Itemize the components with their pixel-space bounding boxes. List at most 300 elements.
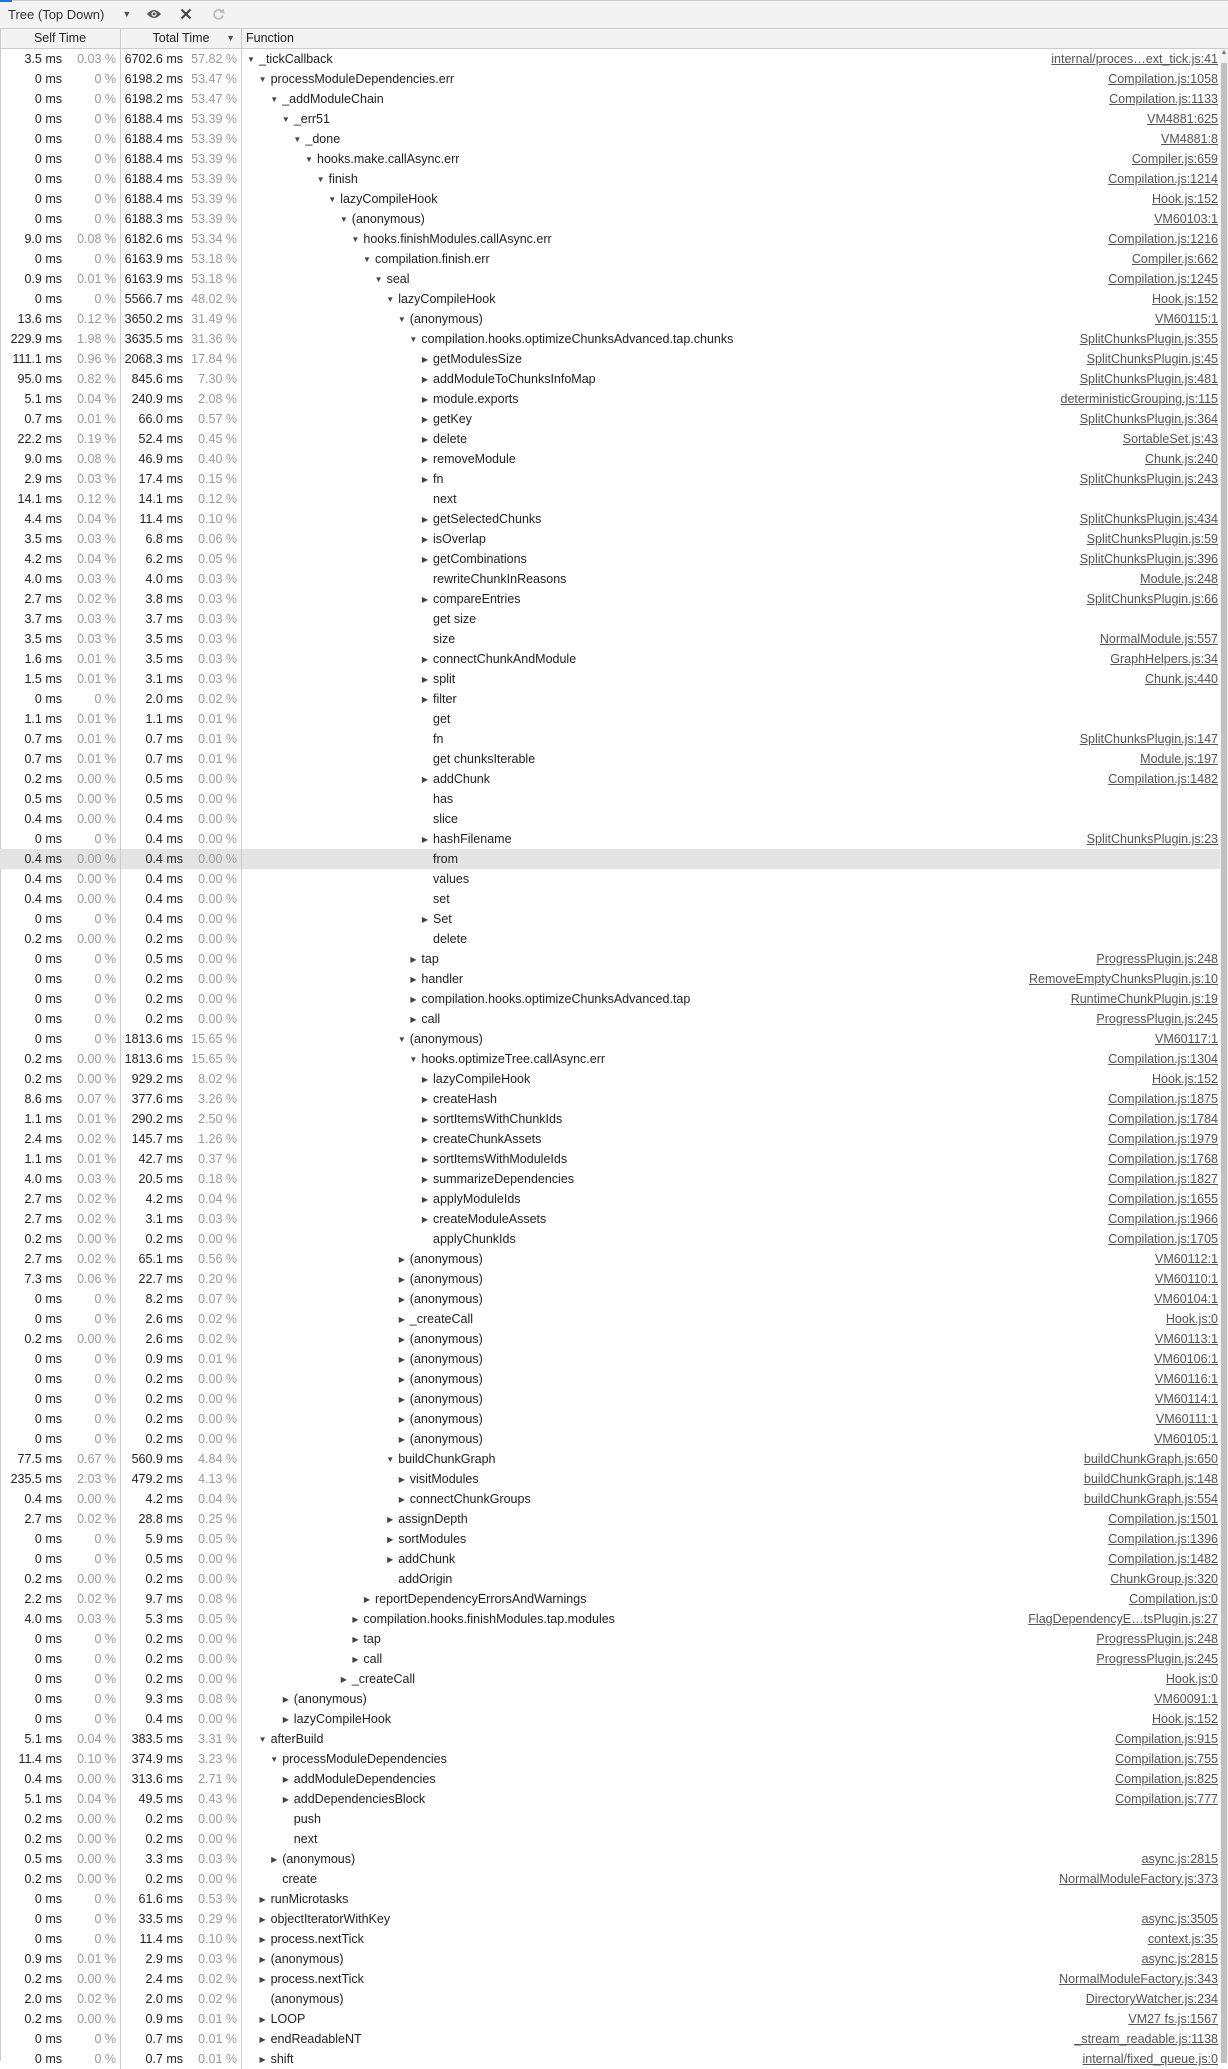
expanded-triangle-icon[interactable]: ▼ — [339, 214, 348, 224]
tree-row[interactable] — [0, 549, 1220, 569]
tree-row[interactable] — [0, 949, 1220, 969]
source-link[interactable]: Compilation.js:777 — [1115, 1792, 1218, 1806]
collapsed-triangle-icon[interactable]: ▶ — [259, 1894, 266, 1904]
tree-row[interactable] — [0, 729, 1220, 749]
tree-row[interactable] — [0, 649, 1220, 669]
expanded-triangle-icon[interactable]: ▼ — [397, 1034, 406, 1044]
collapsed-triangle-icon[interactable]: ▶ — [352, 1654, 359, 1664]
expanded-triangle-icon[interactable]: ▼ — [386, 1454, 395, 1464]
collapsed-triangle-icon[interactable]: ▶ — [421, 674, 429, 684]
tree-row[interactable] — [0, 1729, 1220, 1749]
collapsed-triangle-icon[interactable]: ▶ — [421, 474, 429, 484]
collapsed-triangle-icon[interactable]: ▶ — [398, 1254, 405, 1264]
source-link[interactable]: Chunk.js:240 — [1145, 452, 1218, 466]
source-link[interactable]: Compilation.js:1216 — [1108, 232, 1218, 246]
tree-row[interactable] — [0, 1229, 1220, 1249]
collapsed-triangle-icon[interactable]: ▶ — [398, 1414, 405, 1424]
tree-row[interactable] — [0, 249, 1220, 269]
total-time-percent: 17.84 % — [191, 352, 237, 366]
tree-row[interactable] — [0, 1029, 1220, 1049]
self-time-value: 13.6 ms — [17, 312, 62, 326]
source-link[interactable]: async.js:2815 — [1141, 1952, 1218, 1966]
source-link[interactable]: Compilation.js:1304 — [1108, 1052, 1218, 1066]
tree-row[interactable] — [0, 869, 1220, 889]
collapsed-triangle-icon[interactable]: ▶ — [421, 774, 429, 784]
collapsed-triangle-icon[interactable]: ▶ — [259, 2014, 266, 2024]
collapsed-triangle-icon[interactable]: ▶ — [387, 1514, 394, 1524]
expanded-triangle-icon[interactable]: ▼ — [270, 94, 279, 104]
collapsed-triangle-icon[interactable]: ▶ — [259, 1954, 266, 1964]
tree-row[interactable] — [0, 1329, 1220, 1349]
self-time-cell — [0, 1549, 121, 1569]
collapsed-triangle-icon[interactable]: ▶ — [421, 1094, 429, 1104]
function-cell — [242, 1529, 1220, 1549]
tree-row[interactable] — [0, 1909, 1220, 1929]
source-link[interactable]: Compilation.js:1058 — [1108, 72, 1218, 86]
tree-row[interactable] — [0, 1309, 1220, 1329]
collapsed-triangle-icon[interactable]: ▶ — [421, 534, 429, 544]
tree-row[interactable] — [0, 1349, 1220, 1369]
collapsed-triangle-icon[interactable]: ▶ — [421, 1214, 429, 1224]
collapsed-triangle-icon[interactable]: ▶ — [387, 1554, 394, 1564]
expanded-triangle-icon[interactable]: ▼ — [328, 194, 337, 204]
tree-row[interactable] — [0, 129, 1220, 149]
collapsed-triangle-icon[interactable]: ▶ — [387, 1534, 394, 1544]
tree-row[interactable] — [0, 89, 1220, 109]
collapsed-triangle-icon[interactable]: ▶ — [259, 2054, 266, 2064]
expanded-triangle-icon[interactable]: ▼ — [258, 74, 267, 84]
column-header-self-time[interactable]: Self Time — [0, 29, 121, 48]
source-link[interactable]: Compilation.js:1214 — [1108, 172, 1218, 186]
tree-row[interactable] — [0, 309, 1220, 329]
tree-row[interactable] — [0, 1369, 1220, 1389]
source-link[interactable]: Compilation.js:1482 — [1108, 772, 1218, 786]
tree-row[interactable] — [0, 1789, 1220, 1809]
tree-row[interactable] — [0, 1269, 1220, 1289]
source-link[interactable]: SplitChunksPlugin.js:396 — [1079, 552, 1218, 566]
tree-row[interactable] — [0, 269, 1220, 289]
source-link[interactable]: VM60106:1 — [1154, 1352, 1218, 1366]
tree-row[interactable] — [0, 809, 1220, 829]
tree-row[interactable] — [0, 1209, 1220, 1229]
source-link[interactable]: internal/fixed_queue.js:0 — [1082, 2052, 1218, 2066]
total-time-value: 2.9 ms — [145, 1952, 183, 1966]
source-link[interactable]: SplitChunksPlugin.js:434 — [1079, 512, 1218, 526]
source-link[interactable]: ProgressPlugin.js:245 — [1096, 1012, 1218, 1026]
tree-row[interactable] — [0, 1749, 1220, 1769]
expanded-triangle-icon[interactable]: ▼ — [270, 1754, 279, 1764]
collapsed-triangle-icon[interactable]: ▶ — [340, 1674, 347, 1684]
expanded-triangle-icon[interactable]: ▼ — [247, 54, 255, 64]
function-name: connectChunkGroups — [409, 1492, 531, 1506]
tree-row[interactable] — [0, 1509, 1220, 1529]
tree-row[interactable] — [0, 1689, 1220, 1709]
tree-row[interactable] — [0, 569, 1220, 589]
self-time-value: 1.1 ms — [24, 1112, 62, 1126]
source-link[interactable]: SplitChunksPlugin.js:243 — [1079, 472, 1218, 486]
source-link[interactable]: Module.js:248 — [1140, 572, 1218, 586]
tree-row[interactable] — [0, 1609, 1220, 1629]
tree-row[interactable] — [0, 109, 1220, 129]
tree-row[interactable] — [0, 969, 1220, 989]
collapsed-triangle-icon[interactable]: ▶ — [421, 834, 429, 844]
tree-row[interactable] — [0, 1389, 1220, 1409]
tree-row[interactable] — [0, 889, 1220, 909]
source-link[interactable]: async.js:2815 — [1141, 1852, 1218, 1866]
tree-row[interactable] — [0, 1649, 1220, 1669]
source-link[interactable]: Chunk.js:440 — [1145, 672, 1218, 686]
tree-row[interactable] — [0, 909, 1220, 929]
tree-row[interactable] — [0, 429, 1220, 449]
view-mode-select[interactable] — [8, 7, 131, 22]
collapsed-triangle-icon[interactable]: ▶ — [421, 1174, 429, 1184]
source-link[interactable]: internal/proces…ext_tick.js:41 — [1051, 52, 1218, 66]
tree-row[interactable] — [0, 1129, 1220, 1149]
collapsed-triangle-icon[interactable]: ▶ — [421, 1194, 429, 1204]
source-link[interactable]: Compilation.js:1875 — [1108, 1092, 1218, 1106]
collapsed-triangle-icon[interactable]: ▶ — [421, 1154, 429, 1164]
source-link[interactable]: FlagDependencyE…tsPlugin.js:27 — [1028, 1612, 1218, 1626]
tree-row[interactable] — [0, 1289, 1220, 1309]
close-icon[interactable] — [177, 5, 195, 23]
collapsed-triangle-icon[interactable]: ▶ — [410, 974, 417, 984]
source-link[interactable]: Compilation.js:825 — [1115, 1772, 1218, 1786]
collapsed-triangle-icon[interactable]: ▶ — [421, 354, 429, 364]
source-link[interactable]: NormalModuleFactory.js:343 — [1059, 1972, 1218, 1986]
tree-row[interactable] — [0, 349, 1220, 369]
collapsed-triangle-icon[interactable]: ▶ — [410, 1014, 417, 1024]
tree-row[interactable] — [0, 1169, 1220, 1189]
source-link[interactable]: SplitChunksPlugin.js:66 — [1086, 592, 1218, 606]
source-link[interactable]: Compiler.js:659 — [1131, 152, 1218, 166]
tree-row[interactable] — [0, 1429, 1220, 1449]
tree-row[interactable] — [0, 1889, 1220, 1909]
source-link[interactable]: RuntimeChunkPlugin.js:19 — [1070, 992, 1218, 1006]
source-link[interactable]: Compilation.js:1768 — [1108, 1152, 1218, 1166]
source-link[interactable]: DirectoryWatcher.js:234 — [1085, 1992, 1218, 2006]
source-link[interactable]: VM60110:1 — [1154, 1272, 1218, 1286]
tree-row[interactable] — [0, 929, 1220, 949]
source-link[interactable]: Compilation.js:1396 — [1108, 1532, 1218, 1546]
tree-row[interactable] — [0, 1589, 1220, 1609]
source-link[interactable]: SplitChunksPlugin.js:364 — [1079, 412, 1218, 426]
collapsed-triangle-icon[interactable]: ▶ — [421, 414, 429, 424]
source-link[interactable]: Hook.js:152 — [1151, 1712, 1218, 1726]
column-header-function[interactable]: Function — [246, 31, 294, 45]
collapsed-triangle-icon[interactable]: ▶ — [398, 1394, 405, 1404]
tree-row[interactable] — [0, 169, 1220, 189]
function-cell — [242, 1629, 1220, 1649]
expanded-triangle-icon[interactable]: ▼ — [351, 234, 360, 244]
source-link[interactable]: VM60116:1 — [1154, 1372, 1218, 1386]
collapsed-triangle-icon[interactable]: ▶ — [398, 1274, 405, 1284]
collapsed-triangle-icon[interactable]: ▶ — [398, 1334, 405, 1344]
self-time-value: 0 ms — [34, 1652, 62, 1666]
source-link[interactable]: RemoveEmptyChunksPlugin.js:10 — [1029, 972, 1218, 986]
tree-row[interactable] — [0, 1869, 1220, 1889]
collapsed-triangle-icon[interactable]: ▶ — [421, 914, 429, 924]
tree-row[interactable] — [0, 1069, 1220, 1089]
source-link[interactable]: buildChunkGraph.js:650 — [1083, 1452, 1218, 1466]
collapsed-triangle-icon[interactable]: ▶ — [421, 594, 429, 604]
tree-row[interactable] — [0, 1489, 1220, 1509]
source-link[interactable]: VM60103:1 — [1154, 212, 1218, 226]
expanded-triangle-icon[interactable]: ▼ — [258, 1734, 267, 1744]
source-link[interactable]: Compilation.js:1979 — [1108, 1132, 1218, 1146]
source-link[interactable]: buildChunkGraph.js:554 — [1083, 1492, 1218, 1506]
source-link[interactable]: ChunkGroup.js:320 — [1110, 1572, 1218, 1586]
eye-icon[interactable] — [145, 5, 163, 23]
tree-row[interactable] — [0, 1989, 1220, 2009]
collapsed-triangle-icon[interactable]: ▶ — [421, 514, 429, 524]
source-link[interactable]: ProgressPlugin.js:245 — [1096, 1652, 1218, 1666]
collapsed-triangle-icon[interactable]: ▶ — [398, 1494, 405, 1504]
tree-row[interactable] — [0, 1469, 1220, 1489]
tree-row[interactable] — [0, 1629, 1220, 1649]
tree-row[interactable] — [0, 369, 1220, 389]
collapsed-triangle-icon[interactable]: ▶ — [421, 554, 429, 564]
total-time-cell — [121, 409, 242, 429]
source-link[interactable]: ProgressPlugin.js:248 — [1096, 1632, 1218, 1646]
tree-row[interactable] — [0, 629, 1220, 649]
tree-row[interactable] — [0, 1849, 1220, 1869]
total-time-cell — [121, 769, 242, 789]
tree-row[interactable] — [0, 589, 1220, 609]
collapsed-triangle-icon[interactable]: ▶ — [271, 1854, 278, 1864]
tree-row[interactable] — [0, 1049, 1220, 1069]
column-header-total-time[interactable] — [121, 29, 242, 48]
source-link[interactable]: SplitChunksPlugin.js:481 — [1079, 372, 1218, 386]
source-link[interactable]: Compilation.js:1827 — [1108, 1172, 1218, 1186]
tree-row[interactable] — [0, 2049, 1220, 2069]
tree-row[interactable] — [0, 49, 1220, 69]
tree-row[interactable] — [0, 1089, 1220, 1109]
tree-row[interactable] — [0, 289, 1220, 309]
tree-row[interactable] — [0, 389, 1220, 409]
function-name: (anonymous) — [270, 1992, 344, 2006]
tree-row[interactable] — [0, 149, 1220, 169]
total-time-cell — [121, 1969, 242, 1989]
source-link[interactable]: NormalModuleFactory.js:373 — [1059, 1872, 1218, 1886]
tree-row[interactable] — [0, 69, 1220, 89]
source-link[interactable]: SplitChunksPlugin.js:45 — [1086, 352, 1218, 366]
tree-row[interactable] — [0, 489, 1220, 509]
expanded-triangle-icon[interactable]: ▼ — [386, 294, 395, 304]
collapsed-triangle-icon[interactable]: ▶ — [421, 434, 429, 444]
collapsed-triangle-icon[interactable]: ▶ — [398, 1374, 405, 1384]
tree-row[interactable] — [0, 709, 1220, 729]
tree-row[interactable] — [0, 189, 1220, 209]
tree-row[interactable] — [0, 1529, 1220, 1549]
source-link[interactable]: Compilation.js:1655 — [1108, 1192, 1218, 1206]
tree-row[interactable] — [0, 1189, 1220, 1209]
expanded-triangle-icon[interactable]: ▼ — [293, 134, 302, 144]
source-link[interactable]: SplitChunksPlugin.js:59 — [1086, 532, 1218, 546]
collapsed-triangle-icon[interactable]: ▶ — [259, 1914, 266, 1924]
tree-row[interactable] — [0, 329, 1220, 349]
tree-row[interactable] — [0, 789, 1220, 809]
collapsed-triangle-icon[interactable]: ▶ — [421, 1074, 429, 1084]
source-link[interactable]: SortableSet.js:43 — [1122, 432, 1218, 446]
collapsed-triangle-icon[interactable]: ▶ — [398, 1474, 405, 1484]
collapsed-triangle-icon[interactable]: ▶ — [421, 374, 429, 384]
tree-row[interactable] — [0, 1449, 1220, 1469]
collapsed-triangle-icon[interactable]: ▶ — [398, 1434, 405, 1444]
expanded-triangle-icon[interactable]: ▼ — [363, 254, 371, 264]
expanded-triangle-icon[interactable]: ▼ — [316, 174, 325, 184]
tree-row[interactable] — [0, 469, 1220, 489]
expanded-triangle-icon[interactable]: ▼ — [281, 114, 290, 124]
expanded-triangle-icon[interactable]: ▼ — [397, 314, 406, 324]
tree-row[interactable] — [0, 1569, 1220, 1589]
source-link[interactable]: Compilation.js:1705 — [1108, 1232, 1218, 1246]
tree-row[interactable] — [0, 1249, 1220, 1269]
tree-row[interactable] — [0, 229, 1220, 249]
collapsed-triangle-icon[interactable]: ▶ — [282, 1794, 289, 1804]
collapsed-triangle-icon[interactable]: ▶ — [398, 1314, 405, 1324]
tree-row[interactable] — [0, 1669, 1220, 1689]
expanded-triangle-icon[interactable]: ▼ — [409, 1054, 418, 1064]
tree-row[interactable] — [0, 529, 1220, 549]
source-link[interactable]: VM60091:1 — [1154, 1692, 1218, 1706]
collapsed-triangle-icon[interactable]: ▶ — [363, 1594, 371, 1604]
total-time-percent: 2.08 % — [198, 392, 237, 406]
tree-row[interactable] — [0, 1809, 1220, 1829]
tree-row[interactable] — [0, 2029, 1220, 2049]
self-time-value: 2.4 ms — [24, 1132, 62, 1146]
source-link[interactable]: VM60115:1 — [1154, 312, 1218, 326]
source-link[interactable]: Compilation.js:915 — [1115, 1732, 1218, 1746]
tree-row[interactable] — [0, 1149, 1220, 1169]
source-link[interactable]: buildChunkGraph.js:148 — [1083, 1472, 1218, 1486]
source-link[interactable]: Compilation.js:1133 — [1109, 92, 1218, 106]
source-link[interactable]: Hook.js:152 — [1151, 192, 1218, 206]
collapsed-triangle-icon[interactable]: ▶ — [421, 394, 429, 404]
collapsed-triangle-icon[interactable]: ▶ — [421, 454, 429, 464]
vertical-scrollbar[interactable] — [1220, 49, 1228, 2061]
tree-row[interactable] — [0, 1769, 1220, 1789]
refresh-icon[interactable] — [209, 5, 227, 23]
source-link[interactable]: Compilation.js:1784 — [1108, 1112, 1218, 1126]
source-link[interactable]: SplitChunksPlugin.js:355 — [1079, 332, 1218, 346]
collapsed-triangle-icon[interactable]: ▶ — [421, 694, 429, 704]
source-link[interactable]: Compilation.js:1482 — [1108, 1552, 1218, 1566]
collapsed-triangle-icon[interactable]: ▶ — [421, 1114, 429, 1124]
source-link[interactable]: VM4881:8 — [1161, 132, 1218, 146]
collapsed-triangle-icon[interactable]: ▶ — [398, 1354, 405, 1364]
tree-row[interactable] — [0, 2009, 1220, 2029]
source-link[interactable]: NormalModule.js:557 — [1099, 632, 1218, 646]
source-link[interactable]: Compilation.js:1966 — [1108, 1212, 1218, 1226]
source-link[interactable]: Compilation.js:0 — [1129, 1592, 1218, 1606]
source-link[interactable]: VM60111:1 — [1155, 1412, 1218, 1426]
scroll-up-arrow-icon[interactable]: ▲ — [1220, 49, 1228, 56]
tree-row[interactable] — [0, 1949, 1220, 1969]
tree-row[interactable] — [0, 1549, 1220, 1569]
tree-row[interactable] — [0, 1409, 1220, 1429]
source-link[interactable]: _stream_readable.js:1138 — [1074, 2032, 1218, 2046]
total-time-cell — [121, 2049, 242, 2069]
expanded-triangle-icon[interactable]: ▼ — [305, 154, 313, 164]
tree-row[interactable] — [0, 1829, 1220, 1849]
tree-row[interactable] — [0, 609, 1220, 629]
expanded-triangle-icon[interactable]: ▼ — [409, 334, 418, 344]
collapsed-triangle-icon[interactable]: ▶ — [352, 1614, 359, 1624]
collapsed-triangle-icon[interactable]: ▶ — [352, 1634, 359, 1644]
source-link[interactable]: VM60113:1 — [1154, 1332, 1218, 1346]
source-link[interactable]: VM60105:1 — [1154, 1432, 1218, 1446]
source-link[interactable]: VM27 fs.js:1567 — [1128, 2012, 1218, 2026]
source-link[interactable]: SplitChunksPlugin.js:147 — [1079, 732, 1218, 746]
source-link[interactable]: Module.js:197 — [1140, 752, 1218, 766]
source-link[interactable]: context.js:35 — [1147, 1932, 1218, 1946]
source-link[interactable]: ProgressPlugin.js:248 — [1096, 952, 1218, 966]
source-link[interactable]: Hook.js:0 — [1165, 1672, 1218, 1686]
source-link[interactable]: Compilation.js:1245 — [1108, 272, 1218, 286]
function-cell — [242, 769, 1220, 789]
source-link[interactable]: SplitChunksPlugin.js:23 — [1086, 832, 1218, 846]
collapsed-triangle-icon[interactable]: ▶ — [421, 1134, 429, 1144]
scrollbar-thumb[interactable] — [1221, 63, 1227, 2063]
tree-row[interactable] — [0, 669, 1220, 689]
tree-row[interactable] — [0, 509, 1220, 529]
source-link[interactable]: Compilation.js:1501 — [1108, 1512, 1218, 1526]
source-link[interactable]: VM60117:1 — [1154, 1032, 1218, 1046]
collapsed-triangle-icon[interactable]: ▶ — [259, 1934, 266, 1944]
collapsed-triangle-icon[interactable]: ▶ — [259, 2034, 266, 2044]
collapsed-triangle-icon[interactable]: ▶ — [410, 954, 417, 964]
source-link[interactable]: Compiler.js:662 — [1131, 252, 1218, 266]
collapsed-triangle-icon[interactable]: ▶ — [398, 1294, 405, 1304]
source-link[interactable]: Hook.js:152 — [1151, 1072, 1218, 1086]
expanded-triangle-icon[interactable]: ▼ — [374, 274, 383, 284]
tree-row[interactable] — [0, 1709, 1220, 1729]
total-time-percent: 0.29 % — [198, 1912, 237, 1926]
tree-row[interactable] — [0, 849, 1220, 869]
collapsed-triangle-icon[interactable]: ▶ — [282, 1714, 289, 1724]
collapsed-triangle-icon[interactable]: ▶ — [410, 994, 417, 1004]
source-link[interactable]: Hook.js:152 — [1151, 292, 1218, 306]
source-link[interactable]: VM60104:1 — [1154, 1292, 1218, 1306]
collapsed-triangle-icon[interactable]: ▶ — [282, 1694, 289, 1704]
tree-row[interactable] — [0, 989, 1220, 1009]
tree-row[interactable] — [0, 1929, 1220, 1949]
tree-row[interactable] — [0, 769, 1220, 789]
source-link[interactable]: Hook.js:0 — [1165, 1312, 1218, 1326]
tree-row[interactable] — [0, 1109, 1220, 1129]
function-cell — [242, 929, 1220, 949]
tree-row[interactable] — [0, 689, 1220, 709]
tree-row[interactable] — [0, 1969, 1220, 1989]
source-link[interactable]: GraphHelpers.js:34 — [1110, 652, 1218, 666]
tree-row[interactable] — [0, 209, 1220, 229]
source-link[interactable]: VM60114:1 — [1154, 1392, 1218, 1406]
tree-row[interactable] — [0, 829, 1220, 849]
source-link[interactable]: VM60112:1 — [1154, 1252, 1218, 1266]
total-time-cell — [121, 1809, 242, 1829]
tree-row[interactable] — [0, 1009, 1220, 1029]
collapsed-triangle-icon[interactable]: ▶ — [282, 1774, 289, 1784]
source-link[interactable]: VM4881:625 — [1147, 112, 1218, 126]
collapsed-triangle-icon[interactable]: ▶ — [421, 654, 429, 664]
source-link[interactable]: deterministicGrouping.js:115 — [1060, 392, 1218, 406]
collapsed-triangle-icon[interactable]: ▶ — [259, 1974, 266, 1984]
tree-row[interactable] — [0, 449, 1220, 469]
tree-row[interactable] — [0, 749, 1220, 769]
tree-row[interactable] — [0, 409, 1220, 429]
source-link[interactable]: async.js:3505 — [1141, 1912, 1218, 1926]
source-link[interactable]: Compilation.js:755 — [1115, 1752, 1218, 1766]
